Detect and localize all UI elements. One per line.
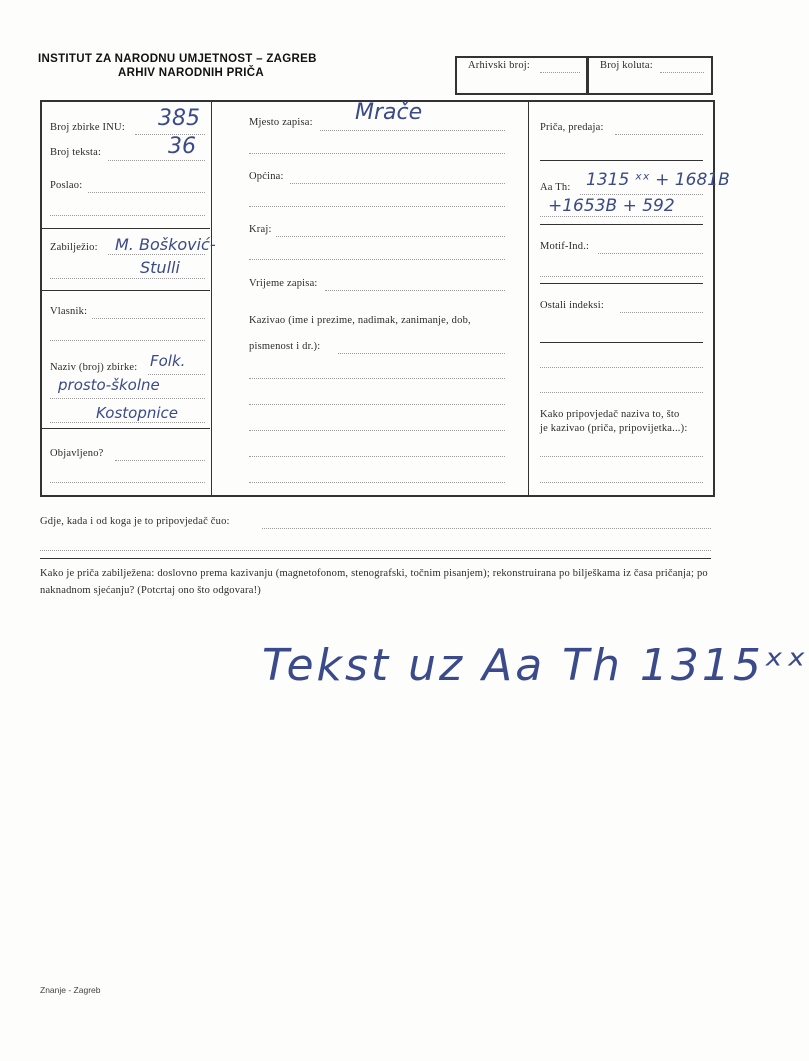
motif-dots-2 — [540, 276, 703, 277]
recorded-by-dots-2 — [50, 278, 205, 279]
right-separator-3 — [540, 283, 703, 284]
aath-label: Aa Th: — [540, 182, 571, 193]
collection-name-dots-2 — [50, 398, 205, 399]
collection-number-value[interactable]: 385 — [158, 106, 200, 131]
sent-by-dots-2 — [50, 215, 205, 216]
place-dots-2 — [249, 153, 505, 154]
collection-name-dots-1 — [148, 374, 205, 375]
recorded-by-value-1[interactable]: M. Bošković- — [115, 235, 216, 254]
left-separator-2 — [42, 290, 210, 291]
motif-dots-1 — [598, 253, 703, 254]
collection-name-value-1[interactable]: Folk. — [150, 352, 186, 370]
reel-number-dots — [660, 72, 704, 73]
heard-from-label: Gdje, kada i od koga je to pripovjedač čuo: — [40, 516, 230, 527]
published-label: Objavljeno? — [50, 448, 104, 459]
place-of-record-value[interactable]: Mrače — [355, 100, 423, 125]
heard-from-dots-2 — [40, 550, 711, 551]
left-separator-3 — [42, 428, 210, 429]
narrator-term-label-2: je kazivao (priča, pripovijetka...): — [540, 423, 688, 434]
narrator-dots-5 — [249, 456, 505, 457]
sent-by-label: Poslao: — [50, 180, 83, 191]
aath-value-1[interactable]: 1315 ˣˣ + 1681B — [586, 170, 730, 190]
narrator-term-dots-2 — [540, 482, 703, 483]
time-of-record-label: Vrijeme zapisa: — [249, 278, 318, 289]
aath-value-2[interactable]: +1653B + 592 — [548, 196, 675, 216]
reel-number-label: Broj koluta: — [600, 60, 653, 71]
collection-name-value-2[interactable]: prosto-školne — [58, 376, 160, 394]
section-separator — [40, 558, 711, 559]
collection-name-value-3[interactable]: Kostopnice — [96, 404, 179, 422]
story-type-label: Priča, predaja: — [540, 122, 604, 133]
municipality-dots-1 — [290, 183, 505, 184]
text-number-dots — [108, 160, 205, 161]
archive-number-label: Arhivski broj: — [468, 60, 531, 71]
right-blank-dots-1 — [540, 367, 703, 368]
right-separator-1 — [540, 160, 703, 161]
grid-divider-right — [528, 102, 529, 495]
published-dots-2 — [50, 482, 205, 483]
heard-from-dots-1 — [262, 528, 711, 529]
narrator-dots-1 — [338, 353, 505, 354]
collection-name-label: Naziv (broj) zbirke: — [50, 362, 138, 373]
narrator-dots-2 — [249, 378, 505, 379]
municipality-label: Općina: — [249, 171, 284, 182]
right-separator-2 — [540, 224, 703, 225]
narrator-dots-4 — [249, 430, 505, 431]
region-dots-2 — [249, 259, 505, 260]
narrator-term-dots-1 — [540, 456, 703, 457]
collection-number-label: Broj zbirke INU: — [50, 122, 125, 133]
owner-label: Vlasnik: — [50, 306, 88, 317]
narrator-label-1: Kazivao (ime i prezime, nadimak, zanimanje, dob, — [249, 315, 471, 326]
narrator-term-label-1: Kako pripovjedač naziva to, što — [540, 409, 680, 420]
right-blank-dots-2 — [540, 392, 703, 393]
archive-number-dots — [540, 72, 580, 73]
region-dots-1 — [276, 236, 505, 237]
other-indexes-dots — [620, 312, 703, 313]
owner-dots-1 — [92, 318, 205, 319]
place-dots-1 — [320, 130, 505, 131]
publisher-footer: Znanje - Zagreb — [40, 985, 101, 995]
narrator-dots-3 — [249, 404, 505, 405]
sent-by-dots-1 — [88, 192, 205, 193]
aath-dots-1 — [580, 194, 703, 195]
narrator-dots-6 — [249, 482, 505, 483]
institute-title: INSTITUT ZA NARODNU UMJETNOST – ZAGREB — [38, 53, 317, 65]
region-label: Kraj: — [249, 224, 272, 235]
narrator-label-2: pismenost i dr.): — [249, 341, 321, 352]
right-separator-4 — [540, 342, 703, 343]
text-number-value[interactable]: 36 — [168, 134, 196, 159]
recorded-by-dots-1 — [108, 254, 205, 255]
collection-name-dots-3 — [50, 422, 205, 423]
municipality-dots-2 — [249, 206, 505, 207]
owner-dots-2 — [50, 340, 205, 341]
recording-method-text: Kako je priča zabilježena: doslovno prema kazivanju (magnetofonom, stenografski, točnim pisanjem); rekonstruirana po bilješkama iz časa pričanja; po naknadnom sjećanju? (Potcrtaj ono što odgovara!) — [40, 568, 708, 596]
archive-title: ARHIV NARODNIH PRIČA — [118, 67, 264, 79]
recorded-by-label: Zabilježio: — [50, 242, 98, 253]
other-indexes-label: Ostali indeksi: — [540, 300, 604, 311]
text-number-label: Broj teksta: — [50, 147, 102, 158]
aath-dots-2 — [540, 216, 703, 217]
motif-index-label: Motif-Ind.: — [540, 241, 590, 252]
recorded-by-value-2[interactable]: Stulli — [140, 258, 180, 277]
time-dots — [325, 290, 505, 291]
left-separator-1 — [42, 228, 210, 229]
grid-divider-left — [211, 102, 212, 495]
handwritten-note: Tekst uz Aa Th 1315ˣˣ — [262, 640, 809, 691]
place-of-record-label: Mjesto zapisa: — [249, 117, 313, 128]
published-dots-1 — [115, 460, 205, 461]
story-type-dots — [615, 134, 703, 135]
